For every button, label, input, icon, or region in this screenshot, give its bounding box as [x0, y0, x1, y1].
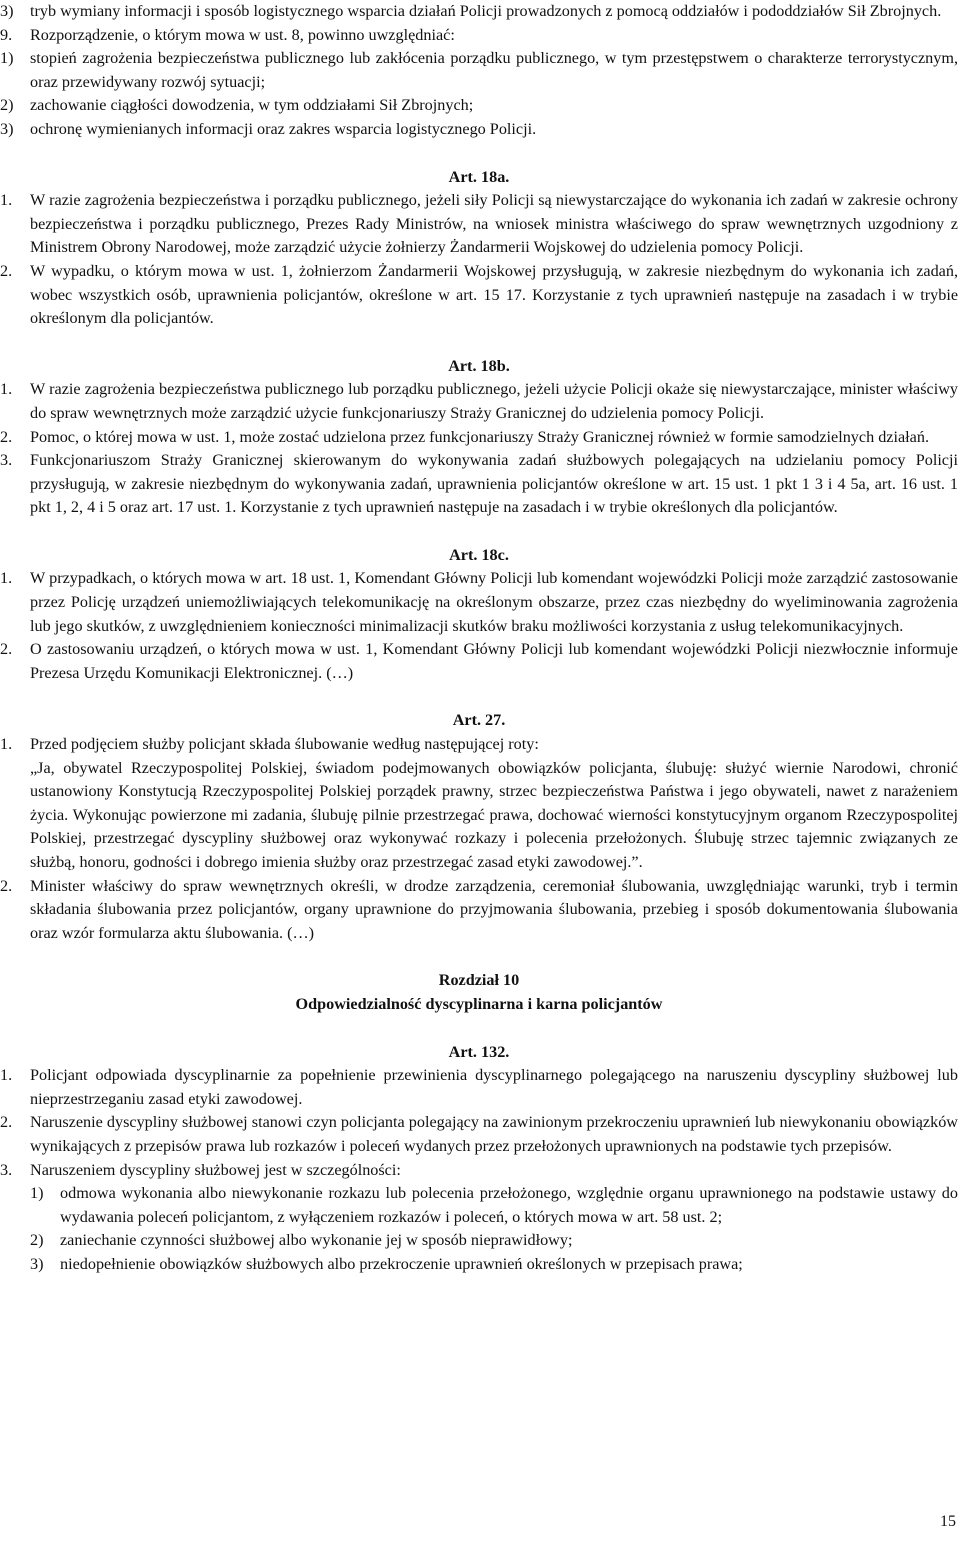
list-item [0, 94, 958, 118]
list-item [0, 189, 958, 260]
item-number: 1. [0, 1066, 13, 1085]
list-item [0, 24, 958, 48]
article-heading: Art. 132. [448, 1042, 510, 1061]
article-heading: Art. 18c. [449, 545, 509, 564]
item-text: W razie zagrożenia bezpieczeństwa i porządku publicznego, jeżeli siły Policji są niewystarczające do wykonania ich zadań w zakresie ochrony bezpieczeństwa i porządku publicznego, Prezes Rady Ministrów, na wniosek ministra właściwego do spraw wewnętrznych uzgodniony z Ministrem Obrony Narodowej, może zarządzić użycie żołnierzy Żandarmerii Wojskowej do udzielenia pomocy Policji. [30, 191, 958, 257]
item-number: 1. [0, 380, 13, 399]
item-number: 3) [0, 2, 14, 20]
list-item [0, 378, 958, 425]
article-heading: Art. 18b. [448, 356, 510, 375]
item-text: stopień zagrożenia bezpieczeństwa publicznego lub zakłócenia porządku publicznego, w tym przestępstwem o charakterze terrorystycznym, oraz przewidywany rozwój sytuacji; [30, 49, 958, 91]
item-number: 3) [0, 119, 14, 138]
list-item [0, 426, 958, 450]
item-number: 2. [0, 876, 13, 895]
article-heading: Art. 27. [452, 711, 506, 730]
sub-item [30, 1253, 958, 1277]
item-body [30, 733, 958, 875]
sub-item-text: zaniechanie czynności służbowej albo wykonanie jej w sposób nieprawidłowy; [60, 1231, 573, 1250]
item-body [30, 1159, 958, 1277]
item-number: 1. [0, 191, 13, 210]
list-item [0, 638, 958, 685]
sub-item-text: odmowa wykonania albo niewykonanie rozkazu lub polecenia przełożonego, względnie organu uprawnionego na podstawie ustawy do wydawania poleceń policjantom, z wyłączeniem rozkazów i poleceń, o których mowa w art. 58 ust. 2; [60, 1184, 958, 1226]
item-text: tryb wymiany informacji i sposób logistycznego wsparcia działań Policji prowadzonych z pomocą oddziałów i pododdziałów Sił Zbrojnych. [30, 2, 942, 20]
item-text: Naruszenie dyscypliny służbowej stanowi czyn policjanta polegający na zawinionym przekroczeniu uprawnień lub niewykonaniu obowiązków wynikających z przepisów prawa lub rozkazów i poleceń wydanych przez przełożonych uprawnionych na podstawie tych przepisów. [30, 1113, 958, 1155]
sub-item-number: 1) [30, 1184, 44, 1203]
item-text: Rozporządzenie, o którym mowa w ust. 8, powinno uwzględniać: [30, 25, 455, 44]
item-text: W przypadkach, o których mowa w art. 18 ust. 1, Komendant Główny Policji lub komendant wojewódzki Policji może zarządzić zastosowanie przez Policję urządzeń uniemożliwiających telekomunikację na określonym obszarze, przez czas niezbędny do wyeliminowania zagrożenia lub jego skutków, z uwzględnieniem konieczności minimalizacji skutków braku możliwości korzystania z usług telekomunikacyjnych. [30, 569, 958, 635]
item-number: 3. [0, 1160, 13, 1179]
item-number: 2. [0, 261, 13, 280]
page-number: 15 [940, 1513, 956, 1530]
list-item [0, 567, 958, 638]
list-item [0, 1159, 958, 1277]
item-text: Policjant odpowiada dyscyplinarnie za popełnienie przewinienia dyscyplinarnego polegającego na naruszeniu dyscypliny służbowej lub nieprzestrzeganiu zasad etyki zawodowej. [30, 1066, 958, 1108]
sub-item-number: 2) [30, 1231, 44, 1250]
list-item [0, 1111, 958, 1158]
article-heading: Art. 18a. [448, 167, 510, 186]
item-text: Przed podjęciem służby policjant składa ślubowanie według następującej roty: [30, 735, 539, 754]
list-item [0, 875, 958, 946]
sub-item-number: 3) [30, 1254, 44, 1273]
chapter-title: Odpowiedzialność dyscyplinarna i karna policjantów [295, 994, 663, 1013]
item-text: O zastosowaniu urządzeń, o których mowa w ust. 1, Komendant Główny Policji lub komendant wojewódzki Policji niezwłocznie informuje Prezesa Urzędu Komunikacji Elektronicznej. (…) [30, 640, 958, 682]
chapter-label: Rozdział 10 [438, 971, 520, 990]
list-item [0, 0, 958, 24]
item-number: 1. [0, 569, 13, 588]
item-text: ochronę wymienianych informacji oraz zakres wsparcia logistycznego Policji. [30, 119, 537, 138]
item-number: 2) [0, 96, 14, 115]
item-number: 2. [0, 427, 13, 446]
item-text: W wypadku, o którym mowa w ust. 1, żołnierzom Żandarmerii Wojskowej przysługują, w zakresie niezbędnym do wykonania ich zadań, wobec wszystkich osób, uprawnienia policjantów, określone w art. 15 17. Korzystanie z tych uprawnień następuje na zasadach i w trybie określonym dla policjantów. [30, 261, 958, 328]
item-text: Naruszeniem dyscypliny służbowej jest w szczególności: [30, 1160, 401, 1179]
item-text: zachowanie ciągłości dowodzenia, w tym oddziałami Sił Zbrojnych; [30, 96, 474, 115]
sub-item [30, 1182, 958, 1229]
item-number: 2. [0, 1113, 13, 1132]
sub-item [30, 1229, 958, 1253]
sub-item-text: niedopełnienie obowiązków służbowych albo przekroczenie uprawnień określonych w przepisach prawa; [60, 1254, 743, 1273]
list-item [0, 1064, 958, 1111]
list-item [0, 47, 958, 94]
list-item [0, 449, 958, 520]
item-text: Minister właściwy do spraw wewnętrznych określi, w drodze zarządzenia, ceremoniał ślubowania, uwzględniając warunki, tryb i termin składania ślubowania przez policjantów, organy uprawnione do przyjmowania ślubowania, przebieg i sposób dokumentowania ślubowania oraz wzór formularza aktu ślubowania. (…) [30, 876, 958, 942]
list-item [0, 733, 958, 875]
list-item [0, 260, 958, 331]
list-item [0, 118, 958, 142]
item-number: 1) [0, 49, 14, 68]
item-text: W razie zagrożenia bezpieczeństwa publicznego lub porządku publicznego, jeżeli użycie Policji okaże się niewystarczające, minister właściwy do spraw wewnętrznych może zarządzić użycie funkcjonariuszy Straży Granicznej do udzielenia pomocy Policji. [30, 380, 958, 422]
item-number: 2. [0, 640, 13, 659]
item-number: 1. [0, 735, 13, 754]
item-text: Funkcjonariuszom Straży Granicznej skierowanym do wykonywania zadań służbowych polegających na udzielaniu pomocy Policji przysługują, w zakresie niezbędnym do wykonywania zadań, uprawnienia policjantów określone w art. 15 ust. 1 pkt 1 3 i 4 5a, art. 16 ust. 1 pkt 1, 2, 4 i 5 oraz art. 17 ust. 1. Korzystanie z tych uprawnień następuje na zasadach i w trybie określonych dla policjantów. [30, 451, 958, 517]
item-number: 3. [0, 451, 13, 470]
oath-text: „Ja, obywatel Rzeczypospolitej Polskiej, świadom podejmowanych obowiązków policjanta, ślubuję: służyć wiernie Narodowi, chronić ustanowiony Konstytucją Rzeczypospolitej Polskiej porządek prawny, strzec bezpieczeństwa Państwa i jego obywateli, nawet z narażeniem życia. Wykonując powierzone mi zadania, ślubuję pilnie przestrzegać prawa, dochować wierności konstytucyjnym organom Rzeczypospolitej Polskiej, przestrzegać dyscypliny służbowej oraz wykonywać rozkazy i polecenia przełożonych. Ślubuję strzec tajemnic związanych ze służbą, honoru, godności i dobrego imienia służby oraz przestrzegać zasad etyki zawodowej.”. [30, 758, 958, 871]
item-number: 9. [0, 25, 13, 44]
item-text: Pomoc, o której mowa w ust. 1, może zostać udzielona przez funkcjonariuszy Straży Granicznej również w formie samodzielnych działań. [30, 427, 929, 446]
